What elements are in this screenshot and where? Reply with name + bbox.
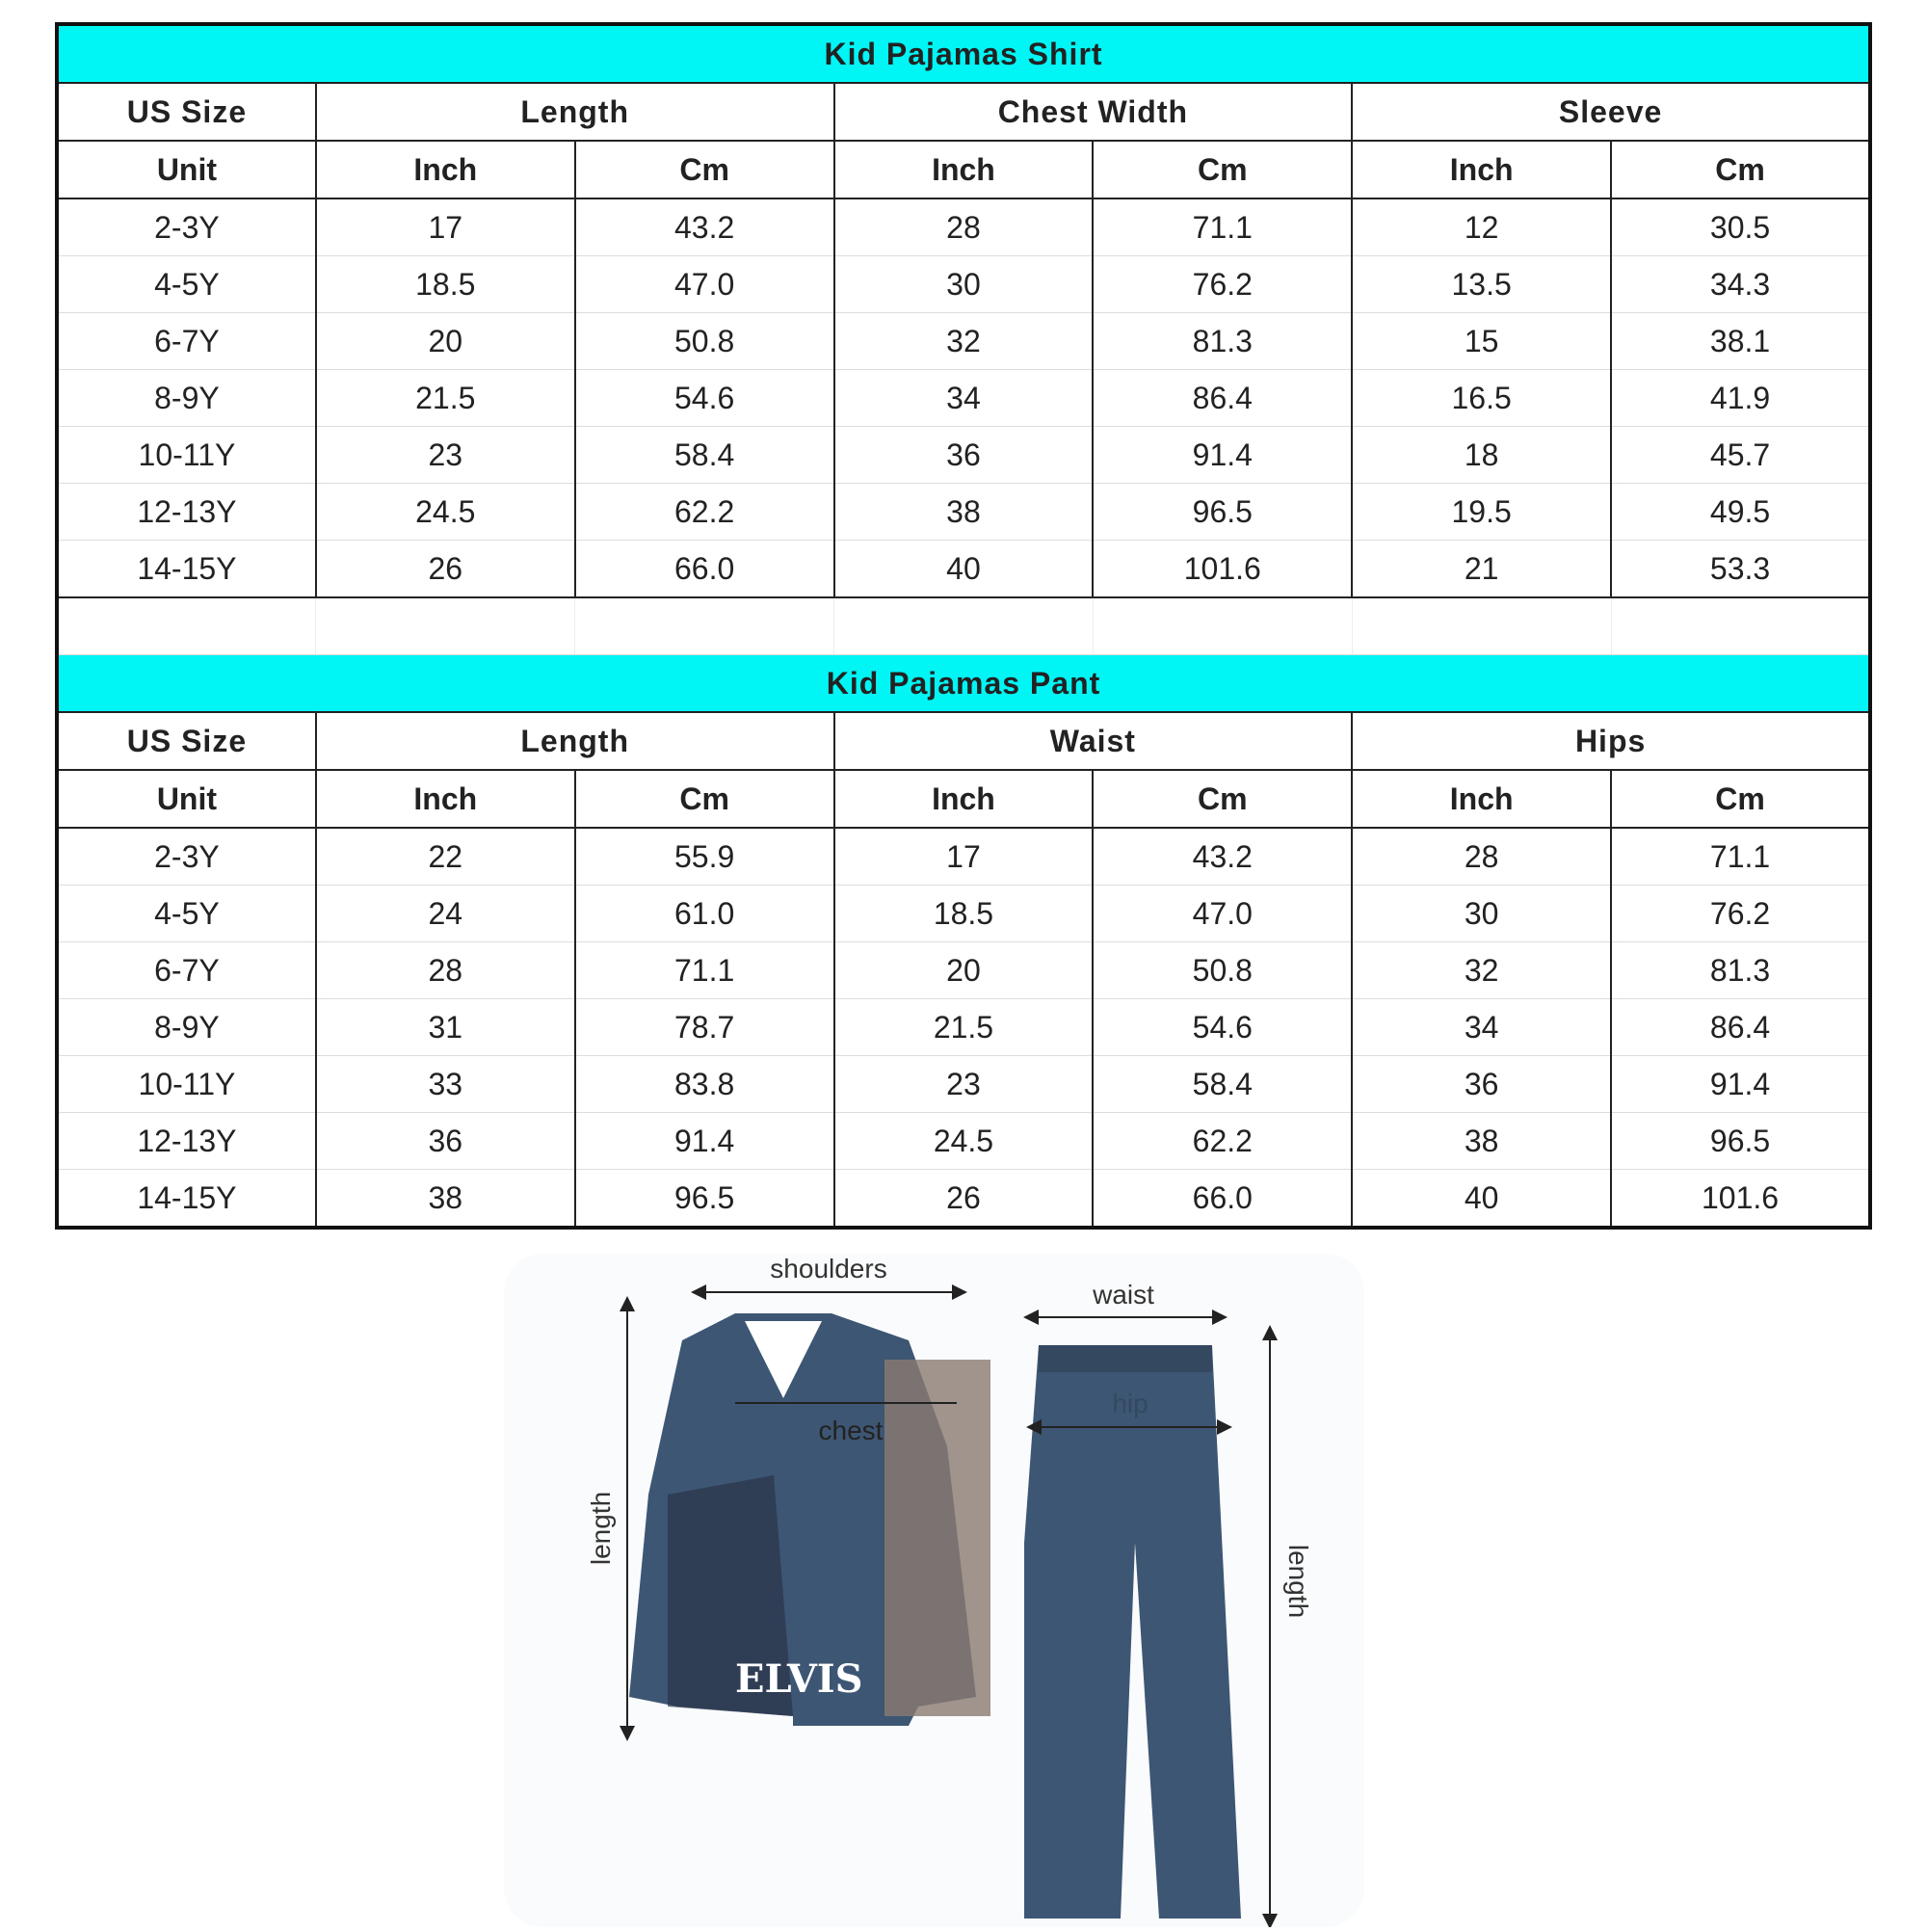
- value-cell: 32: [1352, 942, 1611, 999]
- table-title: Kid Pajamas Pant: [57, 655, 1870, 713]
- value-cell: 32: [834, 313, 1094, 370]
- value-cell: 26: [834, 1170, 1094, 1229]
- value-cell: 38: [834, 484, 1094, 541]
- unit-header: Cm: [1611, 770, 1870, 828]
- value-cell: 21.5: [834, 999, 1094, 1056]
- value-cell: 19.5: [1352, 484, 1611, 541]
- empty-cell: [834, 597, 1094, 655]
- value-cell: 36: [316, 1113, 575, 1170]
- empty-cell: [575, 597, 834, 655]
- pant-length-label: length: [1283, 1544, 1313, 1619]
- table-row: [57, 256, 1870, 313]
- value-cell: 21.5: [316, 370, 575, 427]
- unit-header: Inch: [1352, 770, 1611, 828]
- empty-cell: [316, 597, 575, 655]
- unit-header: Cm: [1093, 141, 1352, 198]
- shoulders-label: shoulders: [770, 1254, 887, 1284]
- value-cell: 28: [834, 198, 1094, 256]
- value-cell: 40: [834, 541, 1094, 598]
- value-cell: 41.9: [1611, 370, 1870, 427]
- shirt-unit-header-row: [57, 141, 1870, 198]
- value-cell: 58.4: [575, 427, 834, 484]
- value-cell: 101.6: [1093, 541, 1352, 598]
- size-cell: 6-7Y: [57, 313, 316, 370]
- value-cell: 28: [316, 942, 575, 999]
- unit-header: Cm: [575, 770, 834, 828]
- size-cell: 2-3Y: [57, 198, 316, 256]
- unit-header: Cm: [1611, 141, 1870, 198]
- value-cell: 38.1: [1611, 313, 1870, 370]
- value-cell: 91.4: [1093, 427, 1352, 484]
- value-cell: 54.6: [1093, 999, 1352, 1056]
- value-cell: 36: [1352, 1056, 1611, 1113]
- value-cell: 62.2: [1093, 1113, 1352, 1170]
- table-row: [57, 484, 1870, 541]
- value-cell: 28: [1352, 828, 1611, 886]
- size-chart-table: [55, 22, 1872, 1230]
- value-cell: 17: [316, 198, 575, 256]
- unit-header: Inch: [834, 141, 1094, 198]
- value-cell: 23: [834, 1056, 1094, 1113]
- value-cell: 40: [1352, 1170, 1611, 1229]
- value-cell: 20: [316, 313, 575, 370]
- value-cell: 21: [1352, 541, 1611, 598]
- unit-header: Inch: [316, 141, 575, 198]
- value-cell: 86.4: [1093, 370, 1352, 427]
- empty-cell: [1352, 597, 1611, 655]
- value-cell: 53.3: [1611, 541, 1870, 598]
- unit-header: Unit: [57, 770, 316, 828]
- table-row: [57, 427, 1870, 484]
- shirt-group-header-row: [57, 83, 1870, 141]
- value-cell: 96.5: [1611, 1113, 1870, 1170]
- value-cell: 20: [834, 942, 1094, 999]
- pajama-measurement-diagram: [504, 1254, 1364, 1927]
- waist-label: waist: [1093, 1280, 1154, 1310]
- value-cell: 96.5: [575, 1170, 834, 1229]
- unit-header: Inch: [834, 770, 1094, 828]
- group-header: Hips: [1352, 712, 1870, 770]
- value-cell: 71.1: [1093, 198, 1352, 256]
- size-cell: 12-13Y: [57, 1113, 316, 1170]
- value-cell: 71.1: [575, 942, 834, 999]
- pajama-shirt-image: [629, 1313, 990, 1726]
- unit-header: Inch: [316, 770, 575, 828]
- value-cell: 101.6: [1611, 1170, 1870, 1229]
- value-cell: 30: [1352, 886, 1611, 942]
- value-cell: 43.2: [1093, 828, 1352, 886]
- unit-header: Cm: [1093, 770, 1352, 828]
- value-cell: 34: [1352, 999, 1611, 1056]
- value-cell: 61.0: [575, 886, 834, 942]
- group-header: US Size: [57, 83, 316, 141]
- value-cell: 22: [316, 828, 575, 886]
- size-cell: 2-3Y: [57, 828, 316, 886]
- value-cell: 30: [834, 256, 1094, 313]
- table-row: [57, 370, 1870, 427]
- value-cell: 18.5: [316, 256, 575, 313]
- value-cell: 49.5: [1611, 484, 1870, 541]
- table-row: [57, 828, 1870, 886]
- value-cell: 76.2: [1611, 886, 1870, 942]
- value-cell: 13.5: [1352, 256, 1611, 313]
- group-header: US Size: [57, 712, 316, 770]
- value-cell: 38: [1352, 1113, 1611, 1170]
- value-cell: 18.5: [834, 886, 1094, 942]
- table-title: Kid Pajamas Shirt: [57, 24, 1870, 83]
- value-cell: 24: [316, 886, 575, 942]
- value-cell: 81.3: [1093, 313, 1352, 370]
- value-cell: 34.3: [1611, 256, 1870, 313]
- value-cell: 62.2: [575, 484, 834, 541]
- value-cell: 83.8: [575, 1056, 834, 1113]
- value-cell: 26: [316, 541, 575, 598]
- size-cell: 4-5Y: [57, 256, 316, 313]
- value-cell: 91.4: [1611, 1056, 1870, 1113]
- value-cell: 50.8: [575, 313, 834, 370]
- table-row: [57, 1170, 1870, 1229]
- table-row: [57, 541, 1870, 598]
- value-cell: 15: [1352, 313, 1611, 370]
- hip-label: hip: [1112, 1389, 1148, 1418]
- value-cell: 12: [1352, 198, 1611, 256]
- value-cell: 34: [834, 370, 1094, 427]
- value-cell: 47.0: [575, 256, 834, 313]
- table-row: [57, 999, 1870, 1056]
- value-cell: 91.4: [575, 1113, 834, 1170]
- unit-header: Inch: [1352, 141, 1611, 198]
- value-cell: 30.5: [1611, 198, 1870, 256]
- value-cell: 43.2: [575, 198, 834, 256]
- empty-cell: [1611, 597, 1870, 655]
- chest-label: chest: [818, 1416, 884, 1445]
- empty-cell: [1093, 597, 1352, 655]
- table-row: [57, 313, 1870, 370]
- pant-title-row: [57, 655, 1870, 713]
- value-cell: 36: [834, 427, 1094, 484]
- group-header: Waist: [834, 712, 1353, 770]
- group-header: Sleeve: [1352, 83, 1870, 141]
- table-row: [57, 198, 1870, 256]
- value-cell: 47.0: [1093, 886, 1352, 942]
- elvis-logo: ELVIS: [735, 1656, 863, 1702]
- size-cell: 14-15Y: [57, 541, 316, 598]
- photo-collage: [884, 1360, 990, 1716]
- size-cell: 8-9Y: [57, 999, 316, 1056]
- value-cell: 16.5: [1352, 370, 1611, 427]
- shirt-title-row: [57, 24, 1870, 83]
- value-cell: 78.7: [575, 999, 834, 1056]
- value-cell: 66.0: [1093, 1170, 1352, 1229]
- table-row: [57, 942, 1870, 999]
- unit-header: Unit: [57, 141, 316, 198]
- size-cell: 4-5Y: [57, 886, 316, 942]
- shirt-length-label: length: [586, 1491, 616, 1566]
- value-cell: 18: [1352, 427, 1611, 484]
- size-cell: 14-15Y: [57, 1170, 316, 1229]
- value-cell: 66.0: [575, 541, 834, 598]
- pant-group-header-row: [57, 712, 1870, 770]
- value-cell: 23: [316, 427, 575, 484]
- value-cell: 24.5: [834, 1113, 1094, 1170]
- value-cell: 50.8: [1093, 942, 1352, 999]
- unit-header: Cm: [575, 141, 834, 198]
- value-cell: 31: [316, 999, 575, 1056]
- value-cell: 45.7: [1611, 427, 1870, 484]
- value-cell: 58.4: [1093, 1056, 1352, 1113]
- value-cell: 86.4: [1611, 999, 1870, 1056]
- group-header: Length: [316, 83, 834, 141]
- value-cell: 76.2: [1093, 256, 1352, 313]
- value-cell: 71.1: [1611, 828, 1870, 886]
- value-cell: 81.3: [1611, 942, 1870, 999]
- value-cell: 38: [316, 1170, 575, 1229]
- size-cell: 10-11Y: [57, 427, 316, 484]
- value-cell: 96.5: [1093, 484, 1352, 541]
- table-row: [57, 886, 1870, 942]
- group-header: Chest Width: [834, 83, 1353, 141]
- empty-cell: [57, 597, 316, 655]
- value-cell: 33: [316, 1056, 575, 1113]
- value-cell: 24.5: [316, 484, 575, 541]
- value-cell: 55.9: [575, 828, 834, 886]
- spacer-row: [57, 597, 1870, 655]
- size-cell: 6-7Y: [57, 942, 316, 999]
- size-cell: 8-9Y: [57, 370, 316, 427]
- table-row: [57, 1113, 1870, 1170]
- value-cell: 54.6: [575, 370, 834, 427]
- pant-unit-header-row: [57, 770, 1870, 828]
- size-cell: 10-11Y: [57, 1056, 316, 1113]
- group-header: Length: [316, 712, 834, 770]
- size-cell: 12-13Y: [57, 484, 316, 541]
- value-cell: 17: [834, 828, 1094, 886]
- table-row: [57, 1056, 1870, 1113]
